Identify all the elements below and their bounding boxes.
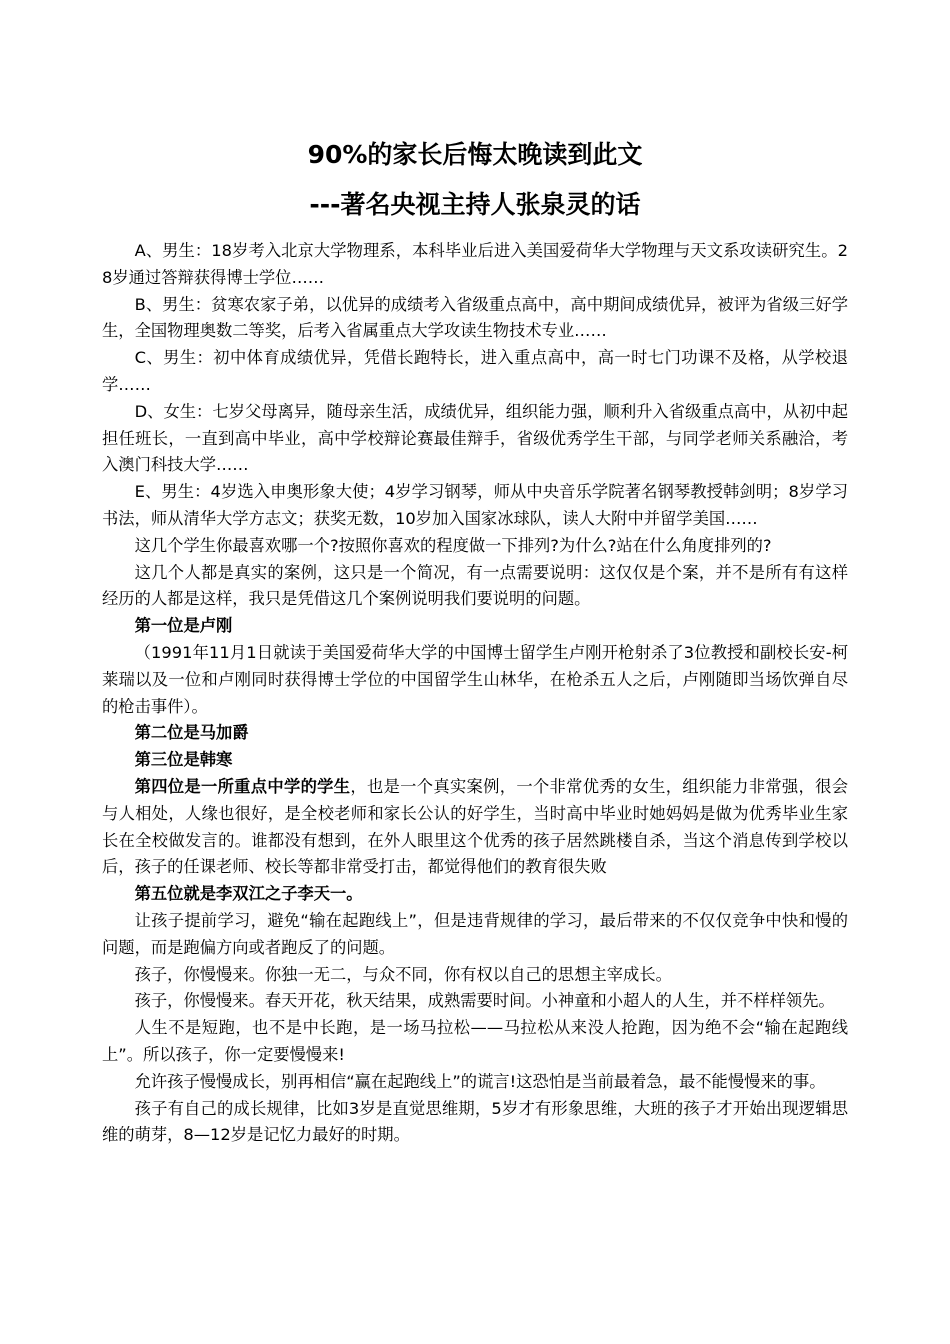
paragraph-text: 人生不是短跑，也不是中长跑，是一场马拉松——马拉松从来没人抢跑，因为绝不会“输在起跑线上”。所以孩子，你一定要慢慢来! <box>102 1018 848 1064</box>
body-paragraph <box>102 720 848 747</box>
paragraph-text: D、女生：七岁父母离异，随母亲生活，成绩优异，组织能力强，顺利升入省级重点高中，从初中起担任班长，一直到高中毕业，高中学校辩论赛最佳辩手，省级优秀学生干部，与同学老师关系融洽，考入澳门科技大学…… <box>102 401 848 475</box>
paragraph-text: E、男生：4岁选入申奥形象大使；4岁学习钢琴，师从中央音乐学院著名钢琴教授韩剑明；8岁学习书法，师从清华大学方志文；获奖无数，10岁加入国家冰球队，读人大附中并留学美国…… <box>102 482 848 528</box>
body-paragraph <box>102 962 848 989</box>
body-paragraph <box>102 1015 848 1069</box>
paragraph-text: B、男生：贫寒农家子弟，以优异的成绩考入省级重点高中，高中期间成绩优异，被评为省级三好学生，全国物理奥数二等奖，后考入省属重点大学攻读生物技术专业…… <box>102 294 848 341</box>
paragraph-text: A、男生：18岁考入北京大学物理系，本科毕业后进入美国爱荷华大学物理与天文系攻读研究生。28岁通过答辩获得博士学位…… <box>102 241 848 287</box>
document-title: 90%的家长后悔太晚读到此文 <box>307 140 643 169</box>
body-paragraph <box>102 1096 848 1150</box>
paragraph-lead: 第二位是马加爵 <box>134 723 249 743</box>
document-body <box>102 238 848 1149</box>
paragraph-lead: 第四位是一所重点中学的学生 <box>134 776 351 796</box>
body-paragraph <box>102 988 848 1015</box>
paragraph-text: 孩子，你慢慢来。春天开花，秋天结果，成熟需要时间。小神童和小超人的人生，并不样样领先。 <box>134 991 835 1011</box>
paragraph-text: 这几个人都是真实的案例，这只是一个简况，有一点需要说明：这仅仅是个案，并不是所有有这样经历的人都是这样，我只是凭借这几个案例说明我们要说明的问题。 <box>102 562 848 609</box>
body-paragraph <box>102 640 848 720</box>
paragraph-text: 这几个学生你最喜欢哪一个?按照你喜欢的程度做一下排列?为什么?站在什么角度排列的? <box>134 535 772 555</box>
body-paragraph <box>102 881 848 908</box>
body-paragraph <box>102 238 848 292</box>
body-paragraph <box>102 747 848 774</box>
body-paragraph <box>102 774 848 881</box>
paragraph-text: 孩子有自己的成长规律，比如3岁是直觉思维期，5岁才有形象思维，大班的孩子才开始出现逻辑思维的萌芽，8—12岁是记忆力最好的时期。 <box>102 1098 848 1145</box>
paragraph-text: C、男生：初中体育成绩优异，凭借长跑特长，进入重点高中，高一时七门功课不及格，从学校退学…… <box>102 348 848 394</box>
body-paragraph <box>102 399 848 479</box>
paragraph-text: （1991年11月1日就读于美国爱荷华大学的中国博士留学生卢刚开枪射杀了3位教授和副校长安-柯莱瑞以及一位和卢刚同时获得博士学位的中国留学生山林华，在枪杀五人之后，卢刚随即当场饮弹自尽的枪击事件）。 <box>102 642 848 716</box>
body-paragraph <box>102 560 848 614</box>
paragraph-text: 孩子，你慢慢来。你独一无二，与众不同，你有权以自己的思想主宰成长。 <box>134 964 672 984</box>
paragraph-lead: 第三位是韩寒 <box>134 750 233 770</box>
paragraph-text: 让孩子提前学习，避免“输在起跑线上”，但是违背规律的学习，最后带来的不仅仅竞争中快和慢的问题，而是跑偏方向或者跑反了的问题。 <box>102 910 848 957</box>
paragraph-lead: 第五位就是李双江之子李天一。 <box>134 884 363 904</box>
document-subtitle: ---著名央视主持人张泉灵的话 <box>309 190 641 219</box>
body-paragraph <box>102 613 848 640</box>
paragraph-text: 允许孩子慢慢成长，别再相信“赢在起跑线上”的谎言!这恐怕是当前最着急，最不能慢慢来的事。 <box>134 1071 826 1091</box>
body-paragraph <box>102 479 848 533</box>
body-paragraph <box>102 908 848 962</box>
body-paragraph <box>102 1069 848 1096</box>
body-paragraph <box>102 533 848 560</box>
paragraph-lead: 第一位是卢刚 <box>134 616 233 636</box>
body-paragraph <box>102 292 848 346</box>
paragraph-text: ，也是一个真实案例，一个非常优秀的女生，组织能力非常强，很会与人相处，人缘也很好，是全校老师和家长公认的好学生，当时高中毕业时她妈妈是做为优秀毕业生家长在全校做发言的。谁都没有想到，在外人眼里这个优秀的孩子居然跳楼自杀，当这个消息传到学校以后，孩子的任课老师、校长等都非常受打击，都觉得他们的教育很失败 <box>102 776 848 877</box>
body-paragraph <box>102 345 848 399</box>
